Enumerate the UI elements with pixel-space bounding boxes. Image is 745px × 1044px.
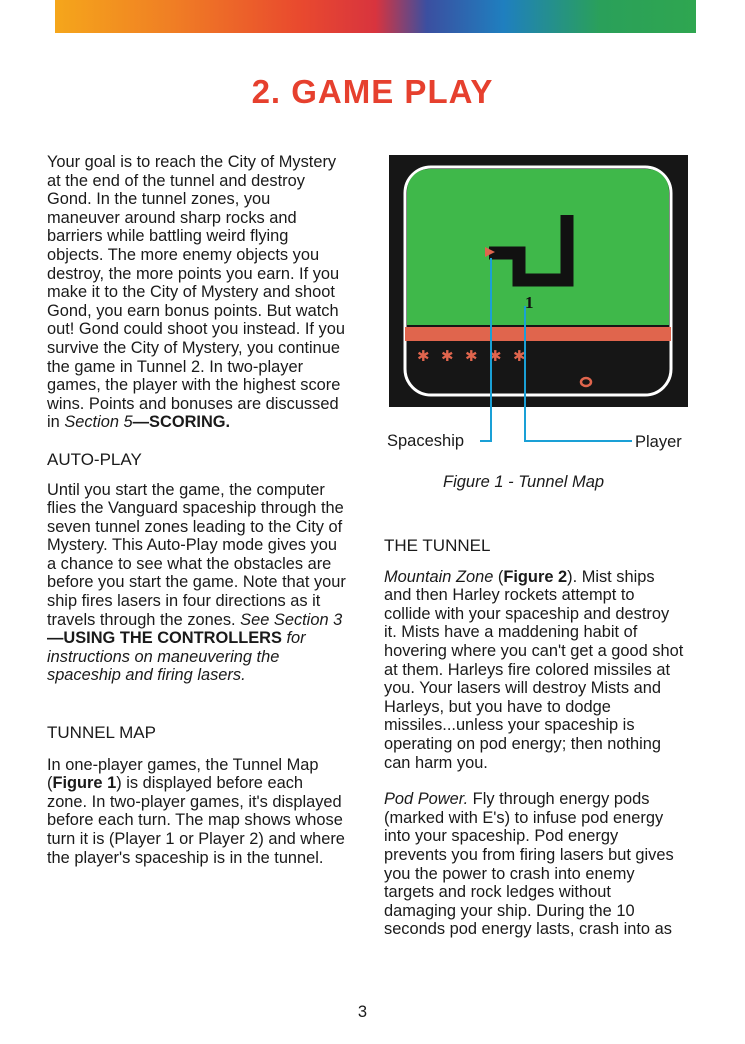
player-number: 1: [525, 293, 534, 312]
pod-power-paragraph: [384, 790, 684, 939]
auto-play-paragraph: [47, 481, 347, 686]
text-run: ) is displayed before each zone. In two-player games, it's displayed before each turn. The map shows whose turn it is (Player 1 or Player 2) and where the player's spaceship is in the tunnel.: [47, 774, 345, 867]
text-run: Section 5: [64, 413, 133, 432]
figure-caption: Figure 1 - Tunnel Map: [443, 473, 605, 491]
text-run: Pod Power.: [384, 790, 469, 809]
text-run: ). Mist ships and then Harley rockets attempt to collide with your spaceship and destroy it. Mists have a maddening habit of hovering where you can't get a good shot at them. Harleys fire colored missiles at you. Your lasers will destroy Mists and Harleys, but you have to dodge missiles...unless your spaceship is operating on pod energy; then nothing can harm you.: [384, 567, 684, 772]
enemy-icon: ✱: [465, 347, 478, 365]
player-label: Player: [635, 433, 682, 451]
text-run: Your goal is to reach the City of Mystery at the end of the tunnel and destroy Gond. In the tunnel zones, you maneuver around sharp rocks and barriers while battling weird flying objects. The more enemy objects you destroy, the more points you earn. If you make it to the City of Mystery and shoot Gond, you earn bonus points. But watch out! Gond could shoot you instead. If you survive the City of Mystery, you continue the game in Tunnel 2. In two-player games, the player with the highest score wins. Points and bonuses are discussed in: [47, 153, 345, 432]
text-run: Figure 1: [52, 774, 117, 793]
spaceship-label: Spaceship: [387, 432, 465, 450]
enemy-icon: ✱: [441, 347, 454, 365]
text-run: Fly through energy pods (marked with E's) to infuse pod energy into your spaceship. Pod energy prevents you from firing lasers but gives you the power to crash into enemy targets and rock ledges without damaging your ship. During the 10 seconds pod energy lasts, crash into as: [384, 790, 674, 939]
text-run: See Section 3: [240, 610, 343, 629]
text-run: for instructions on maneuvering the spaceship and firing lasers.: [47, 629, 306, 685]
text-run: (: [493, 567, 504, 586]
tunnel-map-heading: TUNNEL MAP: [47, 723, 156, 743]
spaceship-leader-line: [480, 258, 491, 441]
text-run: In one-player games, the Tunnel Map (: [47, 755, 319, 793]
text-run: Until you start the game, the computer flies the Vanguard spaceship through the seven tunnel zones leading to the City of Mystery. This Auto-Play mode gives you a chance to see what the obstacles are before you start the game. Note that your ship fires lasers in four directions as it travels through the zones.: [47, 480, 346, 629]
page-number: 3: [357, 1003, 368, 1021]
text-run: —USING THE CONTROLLERS: [47, 629, 282, 648]
enemy-icon: ✱: [417, 347, 430, 365]
tunnel-map-paragraph: [47, 756, 347, 868]
page-title: 2. GAME PLAY: [251, 73, 494, 110]
auto-play-heading: AUTO-PLAY: [47, 449, 142, 469]
figure-leader-lines: [0, 0, 745, 500]
right-column: [384, 537, 684, 939]
text-run: Mountain Zone: [384, 567, 494, 586]
mountain-zone-paragraph: [384, 568, 684, 773]
enemy-icon: ✱: [513, 347, 526, 365]
the-tunnel-heading: THE TUNNEL: [384, 536, 491, 555]
enemy-icon: ✱: [489, 347, 502, 365]
text-run: —SCORING.: [132, 413, 231, 432]
player-leader-line: [525, 306, 632, 441]
text-run: Figure 2: [503, 567, 568, 586]
